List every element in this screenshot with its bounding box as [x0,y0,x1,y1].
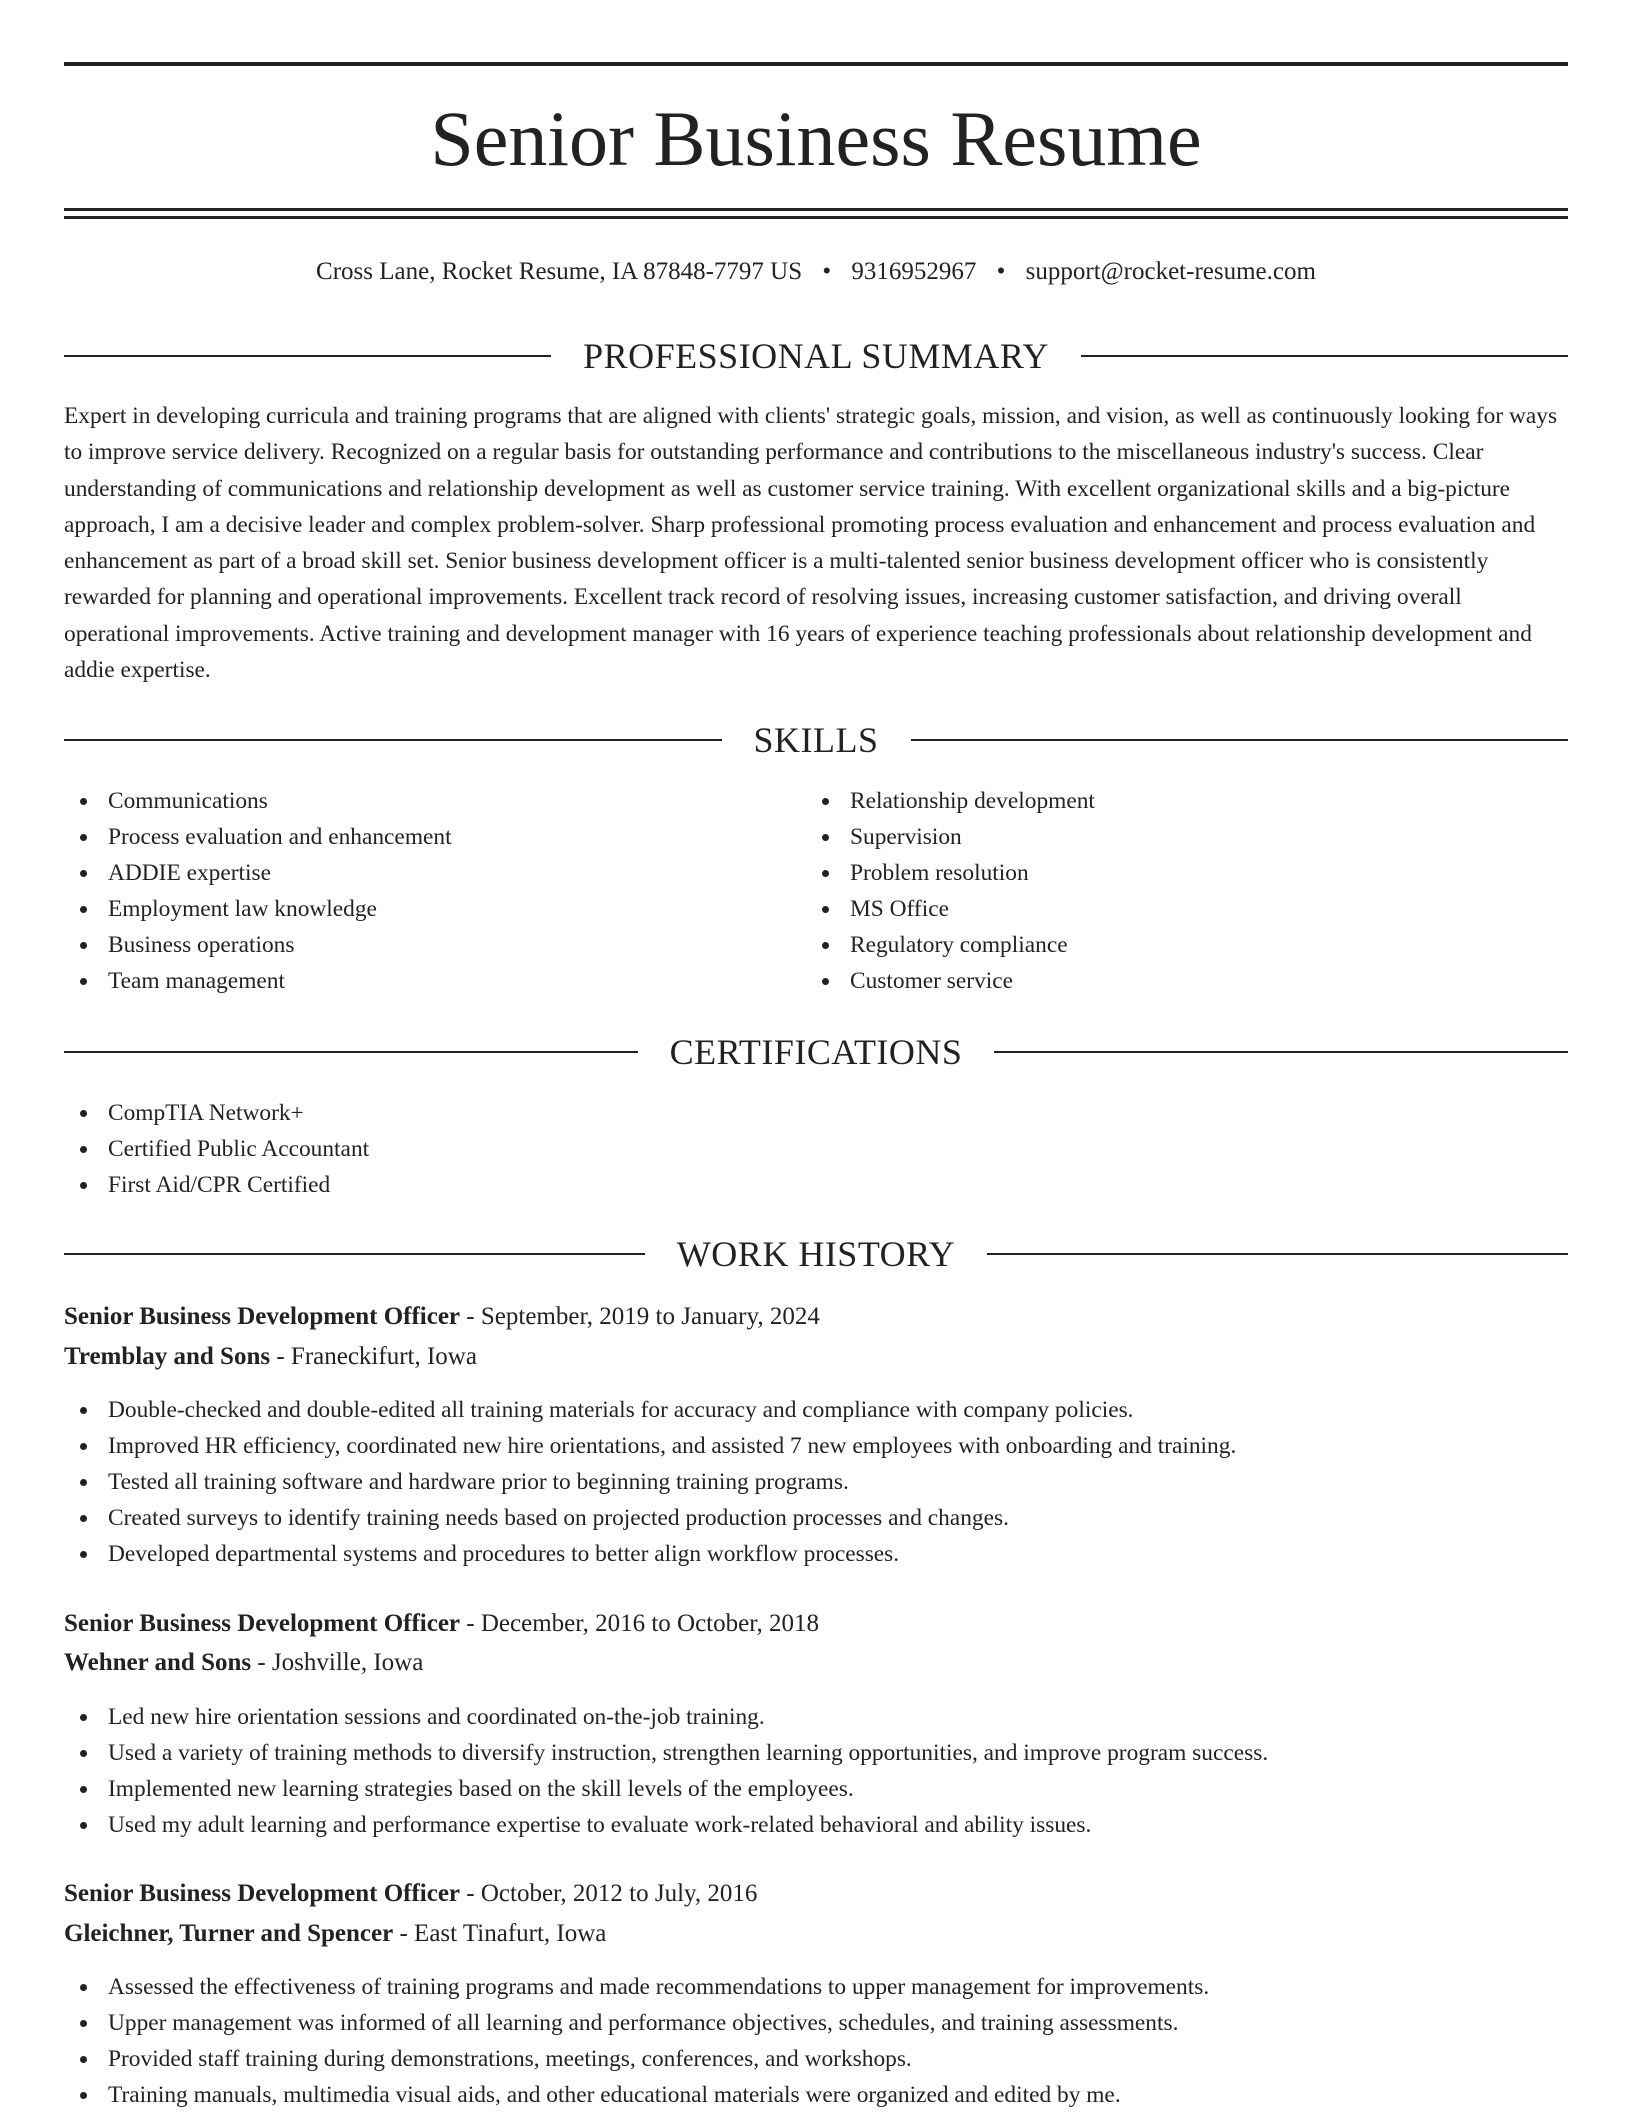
work-section-heading [64,1232,1568,1276]
skill-item: ADDIE expertise [64,855,804,891]
job-bullet-item: Improved HR efficiency, coordinated new hire orientations, and assisted 7 new employees with onboarding and training. [64,1428,1564,1464]
job-company: Gleichner, Turner and Spencer [64,1920,394,1947]
summary-section-heading [64,334,1568,378]
skill-item: MS Office [806,891,1546,927]
skill-item: Process evaluation and enhancement [64,819,804,855]
job-company-line [64,1916,606,1952]
job-company-line [64,1339,477,1375]
job-bullet-item: Assessed the effectiveness of training programs and made recommendations to upper management for improvements. [64,1969,1564,2005]
job-bullet-item: Provided staff training during demonstrations, meetings, conferences, and workshops. [64,2041,1564,2077]
heading-rule-left [64,1051,638,1053]
contact-phone: 9316952967 [851,258,977,285]
skills-heading-label: SKILLS [753,720,879,760]
job-title: Senior Business Development Officer [64,1303,461,1330]
skill-item: Team management [64,963,804,999]
job-company-line [64,1645,423,1681]
header-double-rule-upper [64,208,1568,211]
resume-title: Senior Business Resume [430,95,1202,182]
job-bullet-item: Training manuals, multimedia visual aids, and other educational materials were organized and edited by me. [64,2077,1564,2113]
job-bullet-item: Led new hire orientation sessions and coordinated on-the-job training. [64,1699,1564,1735]
summary-paragraph: Expert in developing curricula and training programs that are aligned with clients' strategic goals, mission, and vision, as well as continuously looking for ways to improve service delivery. Recognized on a regular basis for outstanding performance and contributions to the miscellaneous industry's success. Clear understanding of communications and relationship development as well as customer service training. With excellent organizational skills and a big-picture approach, I am a decisive leader and complex problem-solver. Sharp professional promoting process evaluation and enhancement and process evaluation and enhancement as part of a broad skill set. Senior business development officer is a multi-talented senior business development officer who is consistently rewarded for planning and operational improvements. Excellent track record of resolving issues, increasing customer satisfaction, and driving overall operational improvements. Active training and development manager with 16 years of experience teaching professionals about relationship development and addie expertise. [64,403,1558,684]
skill-item: Regulatory compliance [806,927,1546,963]
job-bullet-item: Created surveys to identify training needs based on projected production processes and changes. [64,1500,1564,1536]
certifications-section-heading [64,1030,1568,1074]
job-bullet-item: Used a variety of training methods to diversify instruction, strengthen learning opportunities, and improve program success. [64,1735,1564,1771]
heading-rule-right [911,739,1569,741]
header-double-rule-lower [64,216,1568,219]
heading-rule-right [987,1253,1568,1255]
job-location: - Franeckifurt, Iowa [270,1343,477,1370]
heading-rule-left [64,1253,645,1255]
job-bullets-list [64,1392,1564,1572]
heading-rule-left [64,739,722,741]
skills-list-left [64,783,804,999]
certification-item: First Aid/CPR Certified [64,1167,1464,1203]
heading-rule-left [64,355,551,357]
skill-item: Problem resolution [806,855,1546,891]
job-title-line [64,1299,820,1335]
job-location: - Joshville, Iowa [251,1649,424,1676]
job-dates: - December, 2016 to October, 2018 [460,1610,820,1637]
job-dates: - October, 2012 to July, 2016 [460,1880,758,1907]
job-company: Wehner and Sons [64,1649,252,1676]
certification-item: CompTIA Network+ [64,1095,1464,1131]
heading-rule-right [1081,355,1568,357]
heading-rule-right [994,1051,1568,1053]
contact-separator: • [822,258,832,285]
job-dates: - September, 2019 to January, 2024 [460,1303,820,1330]
skill-item: Employment law knowledge [64,891,804,927]
job-title-line [64,1876,757,1912]
job-bullet-item: Tested all training software and hardware prior to beginning training programs. [64,1464,1564,1500]
contact-address: Cross Lane, Rocket Resume, IA 87848-7797 US [316,258,803,285]
job-title-line [64,1606,819,1642]
skill-item: Supervision [806,819,1546,855]
job-company: Tremblay and Sons [64,1343,271,1370]
skill-item: Customer service [806,963,1546,999]
certifications-heading-label: CERTIFICATIONS [669,1032,963,1072]
skill-item: Business operations [64,927,804,963]
work-heading-label: WORK HISTORY [676,1234,956,1274]
job-bullet-item: Implemented new learning strategies based on the skill levels of the employees. [64,1771,1564,1807]
contact-email: support@rocket-resume.com [1025,258,1316,285]
job-bullets-list [64,1699,1564,1843]
job-title: Senior Business Development Officer [64,1610,461,1637]
job-location: - East Tinafurt, Iowa [393,1920,607,1947]
job-bullet-item: Used my adult learning and performance expertise to evaluate work-related behavioral and ability issues. [64,1807,1564,1843]
job-title: Senior Business Development Officer [64,1880,461,1907]
skill-item: Communications [64,783,804,819]
certifications-list [64,1095,1464,1203]
job-bullet-item: Developed departmental systems and procedures to better align workflow processes. [64,1536,1564,1572]
skills-list-right [806,783,1546,999]
contact-separator: • [996,258,1006,285]
contact-line [64,254,1568,290]
summary-heading-label: PROFESSIONAL SUMMARY [583,336,1049,376]
certification-item: Certified Public Accountant [64,1131,1464,1167]
job-bullet-item: Upper management was informed of all learning and performance objectives, schedules, and training assessments. [64,2005,1564,2041]
skills-section-heading [64,718,1568,762]
job-bullet-item: Double-checked and double-edited all training materials for accuracy and compliance with company policies. [64,1392,1564,1428]
job-bullets-list [64,1969,1564,2113]
header-top-rule [64,62,1568,66]
skill-item: Relationship development [806,783,1546,819]
